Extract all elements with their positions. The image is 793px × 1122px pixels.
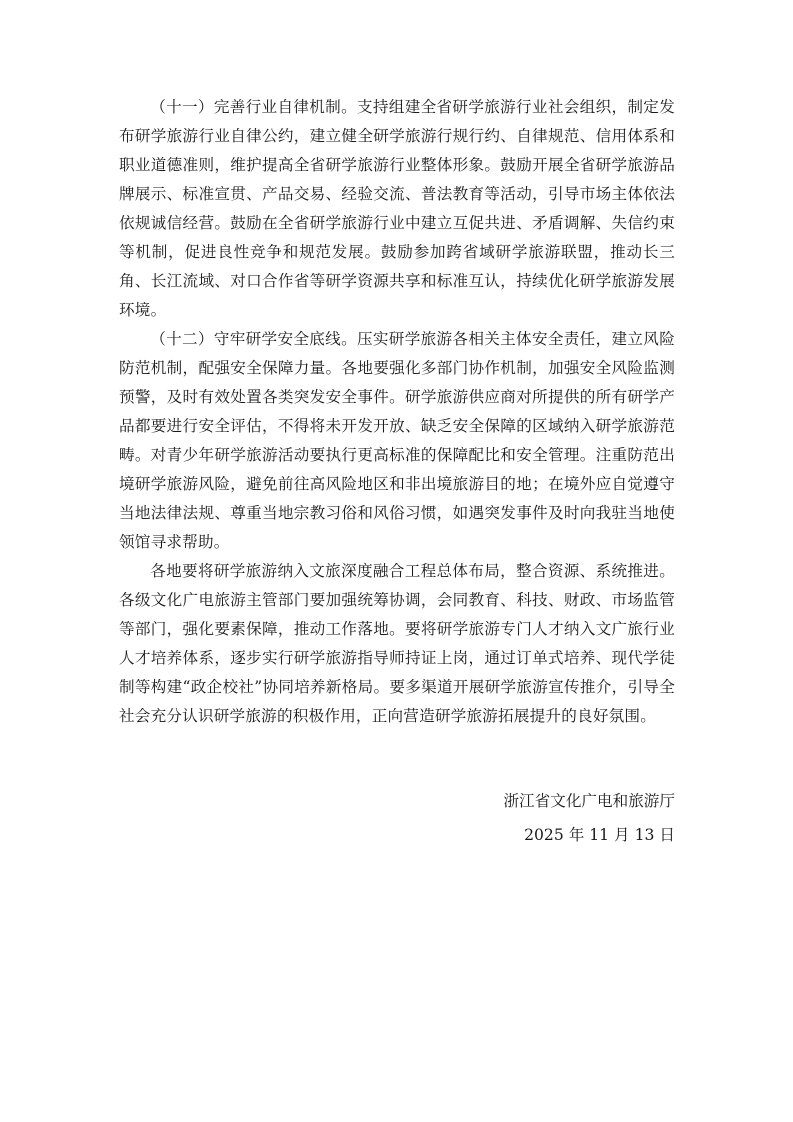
issuer-name: 浙江省文化广电和旅游厅 <box>503 792 675 810</box>
paragraph-self-discipline: （十一）完善行业自律机制。支持组建全省研学旅游行业社会组织，制定发布研学旅游行业自律公约，建立健全研学旅游行规行约、自律规范、信用体系和职业道德准则，维护提高全省研学旅游行业整体形象。鼓励开展全省研学旅游品牌展示、标准宣贯、产品交易、经验交流、普法教育等活动，引导市场主体依法依规诚信经营。鼓励在全省研学旅游行业中建立互促共进、矛盾调解、失信约束等机制，促进良性竞争和规范发展。鼓励参加跨省域研学旅游联盟，推动长三角、长江流域、对口合作省等研学资源共享和标准互认，持续优化研学旅游发展环境。 <box>119 98 675 319</box>
signature-block <box>503 784 675 852</box>
issue-date: 2025 年 11 月 13 日 <box>524 826 675 844</box>
paragraph-implementation: 各地要将研学旅游纳入文旅深度融合工程总体布局，整合资源、系统推进。各级文化广电旅游主管部门要加强统筹协调，会同教育、科技、财政、市场监管等部门，强化要素保障，推动工作落地。要将研学旅游专门人才纳入文广旅行业人才培养体系，逐步实行研学旅游指导师持证上岗，通过订单式培养、现代学徒制等构建“政企校社”协同培养新格局。要多渠道开展研学旅游宣传推介，引导全社会充分认识研学旅游的积极作用，正向营造研学旅游拓展提升的良好氛围。 <box>119 562 675 725</box>
paragraph-safety: （十二）守牢研学安全底线。压实研学旅游各相关主体安全责任，建立风险防范机制，配强安全保障力量。各地要强化多部门协作机制，加强安全风险监测预警，及时有效处置各类突发安全事件。研学旅游供应商对所提供的所有研学产品都要进行安全评估，不得将未开发开放、缺乏安全保障的区域纳入研学旅游范畴。对青少年研学旅游活动要执行更高标准的保障配比和安全管理。注重防范出境研学旅游风险，避免前往高风险地区和非出境旅游目的地；在境外应自觉遵守当地法律法规、尊重当地宗教习俗和风俗习惯，如遇突发事件及时向我驻当地使领馆寻求帮助。 <box>119 330 675 551</box>
document-body <box>119 93 675 731</box>
